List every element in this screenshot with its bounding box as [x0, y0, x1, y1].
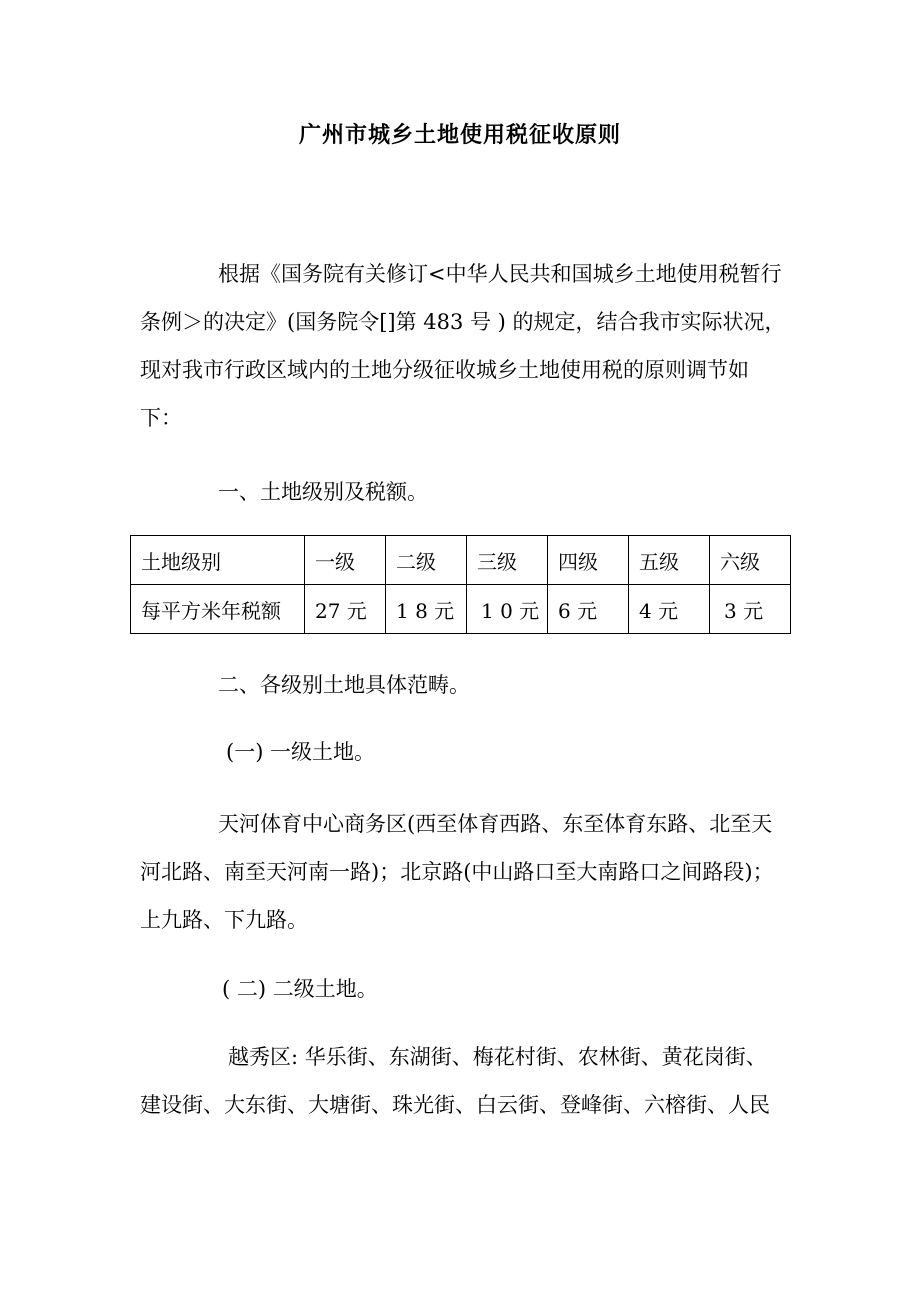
level-cell-5: 五级 — [629, 536, 710, 585]
amount-header-cell: 每平方米年税额 — [131, 585, 305, 634]
sub-2-heading: ( 二) 二级土地。 — [222, 977, 378, 1001]
tax-rate-table — [130, 535, 791, 634]
amount-cell-4: 6 元 — [548, 585, 629, 634]
document-title: 广州市城乡土地使用税征收原则 — [298, 122, 621, 148]
amount-cell-6: 3 元 — [710, 585, 791, 634]
sub-1-paragraph — [140, 800, 800, 944]
sub-2-paragraph — [140, 1033, 800, 1129]
intro-line-3: 现对我市行政区域内的土地分级征收城乡土地使用税的原则调节如 — [140, 358, 749, 382]
table-row-amounts — [131, 585, 791, 634]
amount-cell-5: 4 元 — [629, 585, 710, 634]
intro-line-2: 条例＞的决定》(国务院令[]第 483 号 ) 的规定，结合我市实际状况， — [140, 310, 786, 334]
section-1-heading: 一、土地级别及税额。 — [218, 480, 428, 504]
sub-1-heading: (一) 一级土地。 — [226, 740, 376, 764]
sub-2-line-2: 建设街、大东街、大塘街、珠光街、白云街、登峰街、六榕街、人民 — [140, 1093, 770, 1117]
amount-cell-3: 1 0 元 — [467, 585, 548, 634]
section-2-heading: 二、各级别土地具体范畴。 — [218, 673, 470, 697]
level-header-cell: 土地级别 — [131, 536, 305, 585]
intro-paragraph — [140, 250, 800, 442]
table-row-levels — [131, 536, 791, 585]
amount-cell-2: 1 8 元 — [386, 585, 467, 634]
amount-cell-1: 27 元 — [305, 585, 386, 634]
sub-1-line-2: 河北路、南至天河南一路)；北京路(中山路口至大南路口之间路段)； — [140, 860, 774, 884]
level-cell-4: 四级 — [548, 536, 629, 585]
level-cell-2: 二级 — [386, 536, 467, 585]
sub-1-line-1: 天河体育中心商务区(西至体育西路、东至体育东路、北至天 — [218, 812, 773, 836]
level-cell-1: 一级 — [305, 536, 386, 585]
sub-1-line-3: 上九路、下九路。 — [140, 908, 308, 932]
level-cell-6: 六级 — [710, 536, 791, 585]
level-cell-3: 三级 — [467, 536, 548, 585]
sub-2-line-1: 越秀区: 华乐街、东湖街、梅花村街、农林街、黄花岗街、 — [228, 1045, 767, 1069]
intro-line-1: 根据《国务院有关修订<中华人民共和国城乡土地使用税暂行 — [218, 262, 782, 286]
intro-line-4: 下： — [140, 406, 182, 430]
